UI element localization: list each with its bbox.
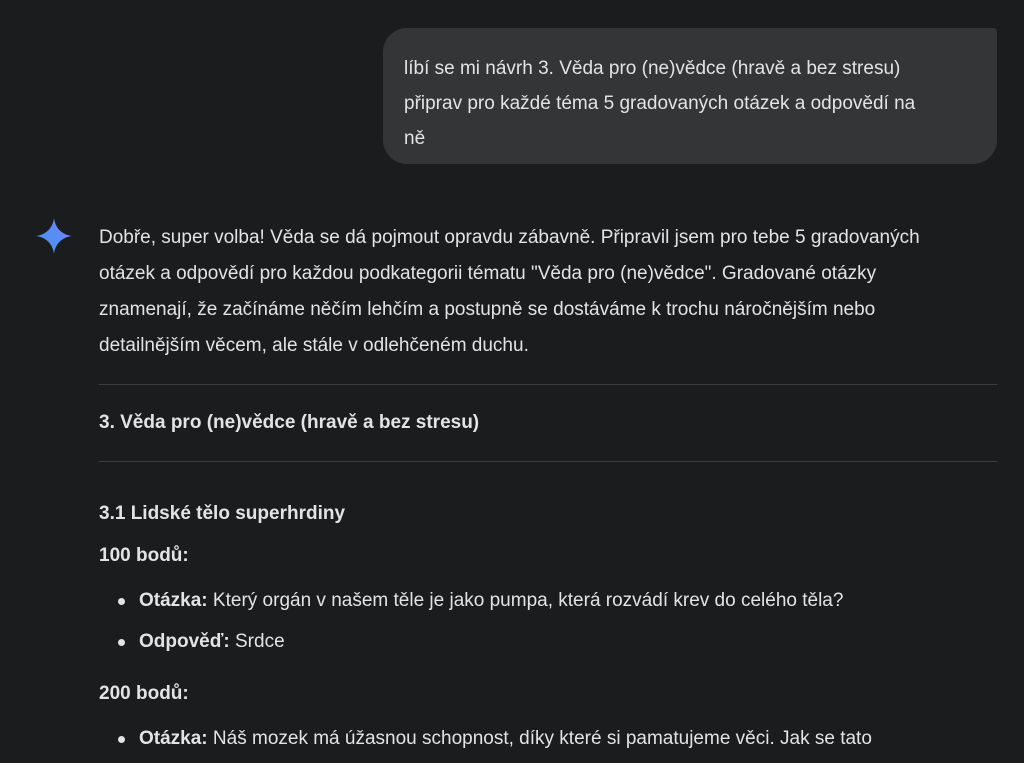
- question-text: Který orgán v našem těle je jako pumpa, která rozvádí krev do celého těla?: [207, 590, 844, 611]
- sparkle-icon: [35, 217, 73, 255]
- answer-text: Srdce: [229, 631, 285, 652]
- qa-list: [99, 587, 997, 656]
- user-message-line: připrav pro každé téma 5 gradovaných otázek a odpovědí na: [404, 93, 916, 114]
- points-heading: 100 bodů:: [99, 545, 189, 566]
- divider: [99, 461, 997, 462]
- answer-label: Odpověď:: [139, 631, 230, 652]
- sparkle-icon-graphic: [35, 217, 73, 255]
- intro-line: otázek a odpovědí pro každou podkategorii tématu "Věda pro (ne)vědce". Gradované otázky: [99, 263, 877, 284]
- bullet: [118, 639, 125, 646]
- qa-list: [99, 725, 997, 753]
- question-text: Náš mozek má úžasnou schopnost, díky které si pamatujeme věci. Jak se tato: [207, 728, 872, 749]
- question-label: Otázka:: [139, 728, 208, 749]
- user-message-bubble: [383, 28, 997, 164]
- intro-line: detailnějším věcem, ale stále v odlehčeném duchu.: [99, 335, 529, 356]
- list-item: [99, 587, 997, 615]
- user-message-line: ně: [404, 128, 426, 149]
- points-heading: 200 bodů:: [99, 683, 189, 704]
- bullet: [118, 598, 125, 605]
- intro-line: Dobře, super volba! Věda se dá pojmout opravdu zábavně. Připravil jsem pro tebe 5 gradovaných: [99, 227, 920, 248]
- subsection-title: 3.1 Lidské tělo superhrdiny: [99, 503, 346, 524]
- bullet: [118, 736, 125, 743]
- list-item: [99, 628, 997, 656]
- list-item: [99, 725, 997, 753]
- assistant-response: [99, 220, 997, 763]
- intro-line: znamenají, že začínáme něčím lehčím a postupně se dostáváme k trochu náročnějším nebo: [99, 299, 876, 320]
- intro-paragraph: [99, 220, 997, 364]
- section-title: 3. Věda pro (ne)vědce (hravě a bez stresu): [99, 412, 480, 433]
- question-label: Otázka:: [139, 590, 208, 611]
- user-message-line: líbí se mi návrh 3. Věda pro (ne)vědce (hravě a bez stresu): [404, 58, 901, 79]
